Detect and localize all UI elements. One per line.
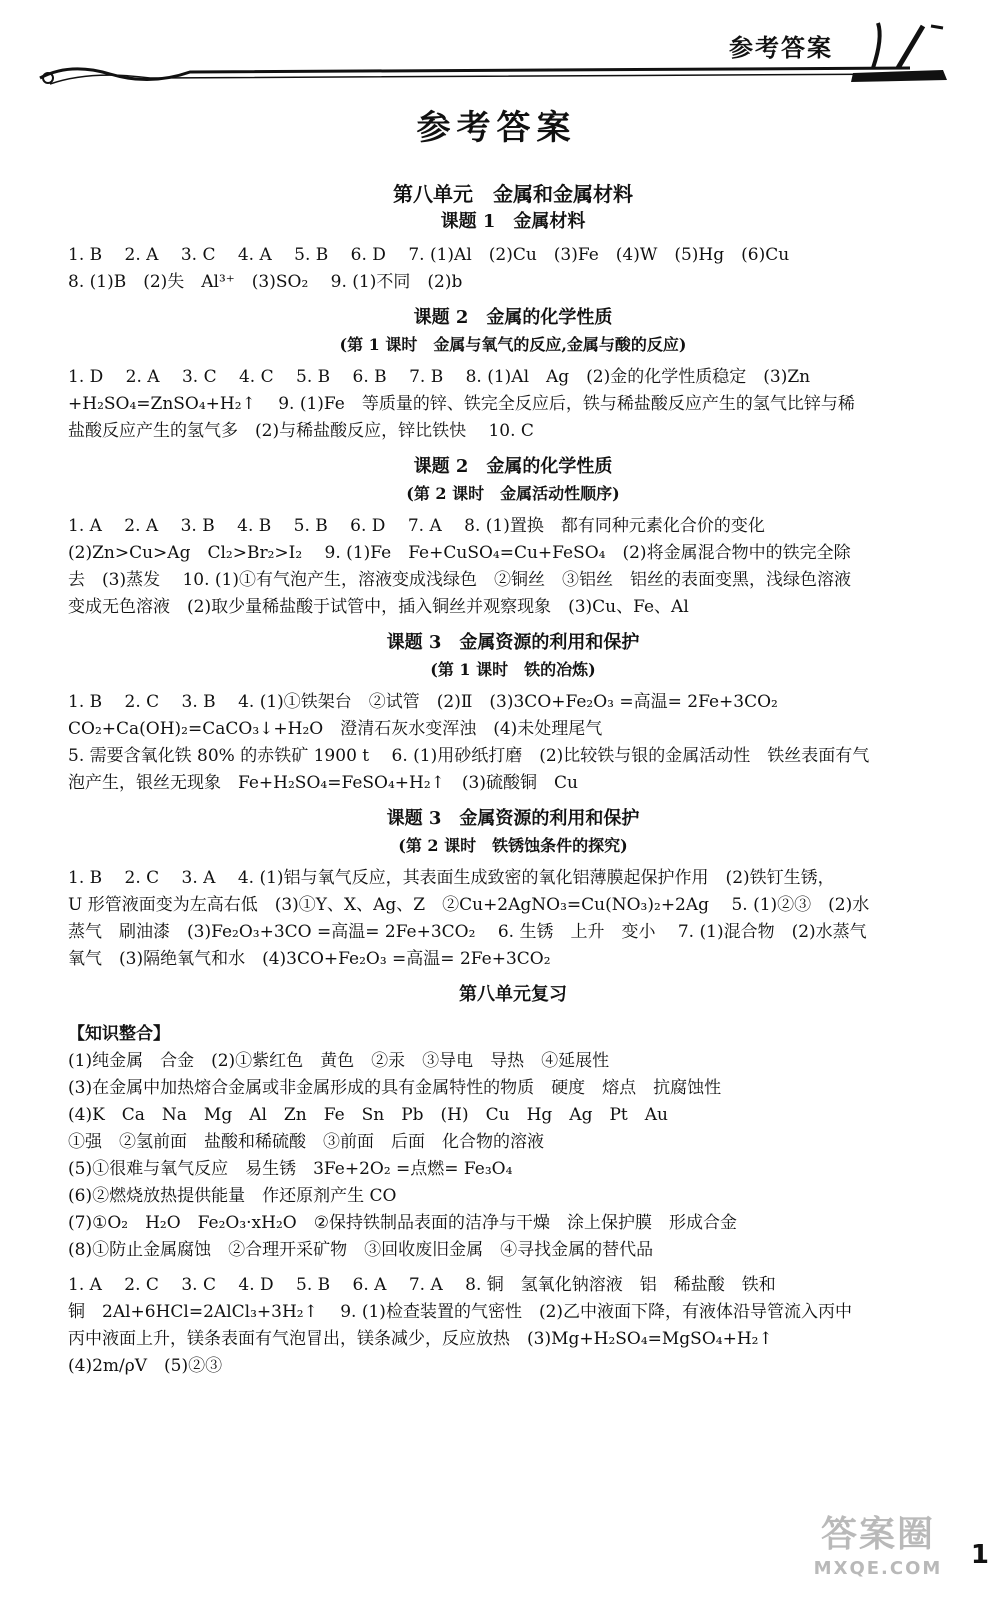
answer-line: (4)2m/ρV (5)②③ (68, 1356, 223, 1376)
answer-block (68, 689, 958, 797)
answer-line: 1. A 2. A 3. B 4. B 5. B 6. D 7. A 8. (1)置换 都有同种元素化合价的变化 (68, 516, 765, 536)
answer-line: +H₂SO₄=ZnSO₄+H₂↑ 9. (1)Fe 等质量的锌、铁完全反应后，铁与稀盐酸反应产生的氢气比锌与稀 (68, 394, 855, 414)
answer-line: 泡产生，银丝无现象 Fe+H₂SO₄=FeSO₄+H₂↑ (3)硫酸铜 Cu (68, 773, 578, 793)
knowledge-line: (4)K Ca Na Mg Al Zn Fe Sn Pb (H) Cu Hg Ag Pt Au (68, 1105, 668, 1125)
section-note: (第 2 课时 铁锈蚀条件的探究) (398, 836, 628, 855)
review-answer-block (68, 1272, 958, 1380)
answer-line: 氧气 (3)隔绝氧气和水 (4)3CO+Fe₂O₃ =高温= 2Fe+3CO₂ (68, 949, 551, 969)
knowledge-line: (7)①O₂ H₂O Fe₂O₃·xH₂O ②保持铁制品表面的洁净与干燥 涂上保护膜 形成合金 (68, 1213, 737, 1233)
answer-line: 5. 需要含氧化铁 80% 的赤铁矿 1900 t 6. (1)用砂纸打磨 (2)比较铁与银的金属活动性 铁丝表面有气 (68, 746, 870, 766)
section-note: (第 1 课时 金属与氧气的反应,金属与酸的反应) (339, 335, 687, 354)
answer-line: 丙中液面上升，镁条表面有气泡冒出，镁条减少，反应放热 (3)Mg+H₂SO₄=MgSO₄+H₂↑ (68, 1329, 773, 1349)
answer-line: 铜 2Al+6HCl=2AlCl₃+3H₂↑ 9. (1)检查装置的气密性 (2)乙中液面下降，有液体沿导管流入丙中 (68, 1302, 853, 1322)
page-title: 参考答案 (416, 108, 577, 148)
knowledge-line: (6)②燃烧放热提供能量 作还原剂产生 CO (68, 1186, 397, 1206)
answer-line: 盐酸反应产生的氢气多 (2)与稀盐酸反应，锌比铁快 10. C (68, 421, 534, 441)
knowledge-line: ①强 ②氢前面 盐酸和稀硫酸 ③前面 后面 化合物的溶液 (68, 1132, 544, 1152)
page-number: 1 (970, 1540, 989, 1570)
section-note: (第 1 课时 铁的冶炼) (430, 660, 596, 679)
answer-line: (2)Zn>Cu>Ag Cl₂>Br₂>I₂ 9. (1)Fe Fe+CuSO₄=Cu+FeSO₄ (2)将金属混合物中的铁完全除 (68, 543, 851, 563)
knowledge-line: (8)①防止金属腐蚀 ②合理开采矿物 ③回收废旧金属 ④寻找金属的替代品 (68, 1240, 654, 1260)
answer-line: 1. B 2. A 3. C 4. A 5. B 6. D 7. (1)Al (2)Cu (3)Fe (4)W (5)Hg (6)Cu (68, 245, 790, 265)
review-title: 第八单元复习 (459, 984, 567, 1005)
answer-block (68, 364, 958, 445)
knowledge-block (68, 1048, 958, 1264)
answer-line: 变成无色溶液 (2)取少量稀盐酸于试管中，插入铜丝并观察现象 (3)Cu、Fe、Al (68, 597, 689, 617)
unit-title: 第八单元 金属和金属材料 (393, 182, 633, 206)
section-note: (第 2 课时 金属活动性顺序) (406, 484, 620, 503)
header-brush-icon (843, 18, 953, 83)
knowledge-line: (1)纯金属 合金 (2)①紫红色 黄色 ②汞 ③导电 导热 ④延展性 (68, 1051, 610, 1071)
watermark-logo (803, 1512, 953, 1592)
answer-line: 蒸气 刷油漆 (3)Fe₂O₃+3CO =高温= 2Fe+3CO₂ 6. 生锈 上升 变小 7. (1)混合物 (2)水蒸气 (68, 922, 867, 942)
answer-line: 1. D 2. A 3. C 4. C 5. B 6. B 7. B 8. (1)Al Ag (2)金的化学性质稳定 (3)Zn (68, 367, 811, 387)
knowledge-line: (3)在金属中加热熔合金属或非金属形成的具有金属特性的物质 硬度 熔点 抗腐蚀性 (68, 1078, 722, 1098)
section-title: 课题 2 金属的化学性质 (413, 307, 613, 328)
header-tag: 参考答案 (729, 34, 833, 62)
knowledge-heading: 【知识整合】 (68, 1024, 170, 1044)
answer-line: CO₂+Ca(OH)₂=CaCO₃↓+H₂O 澄清石灰水变浑浊 (4)未处理尾气 (68, 719, 603, 739)
answer-block (68, 865, 958, 973)
answer-line: U 形管液面变为左高右低 (3)①Y、X、Ag、Z ②Cu+2AgNO₃=Cu(NO₃)₂+2Ag 5. (1)②③ (2)水 (68, 895, 870, 915)
watermark-domain: MXQE.COM (813, 1558, 943, 1579)
answer-block (68, 242, 958, 296)
section-title: 课题 1 金属材料 (440, 211, 586, 232)
watermark-text: 答案圈 (820, 1514, 935, 1555)
answer-line: 1. B 2. C 3. B 4. (1)①铁架台 ②试管 (2)Ⅱ (3)3CO+Fe₂O₃ =高温= 2Fe+3CO₂ (68, 692, 778, 712)
answer-line: 1. B 2. C 3. A 4. (1)铝与氧气反应，其表面生成致密的氧化铝薄膜起保护作用 (2)铁钉生锈， (68, 868, 835, 888)
section-title: 课题 2 金属的化学性质 (413, 456, 613, 477)
answer-block (68, 513, 958, 621)
answer-content (68, 180, 958, 1388)
header-decorative-rule (30, 60, 930, 90)
answer-line: 8. (1)B (2)失 Al³⁺ (3)SO₂ 9. (1)不同 (2)b (68, 272, 463, 292)
section-title: 课题 3 金属资源的利用和保护 (386, 808, 640, 829)
section-title: 课题 3 金属资源的利用和保护 (386, 632, 640, 653)
answer-line: 1. A 2. C 3. C 4. D 5. B 6. A 7. A 8. 铜 氢氧化钠溶液 铝 稀盐酸 铁和 (68, 1275, 776, 1295)
knowledge-line: (5)①很难与氧气反应 易生锈 3Fe+2O₂ =点燃= Fe₃O₄ (68, 1159, 513, 1179)
answer-line: 去 (3)蒸发 10. (1)①有气泡产生，溶液变成浅绿色 ②铜丝 ③铝丝 铝丝的表面变黑，浅绿色溶液 (68, 570, 852, 590)
